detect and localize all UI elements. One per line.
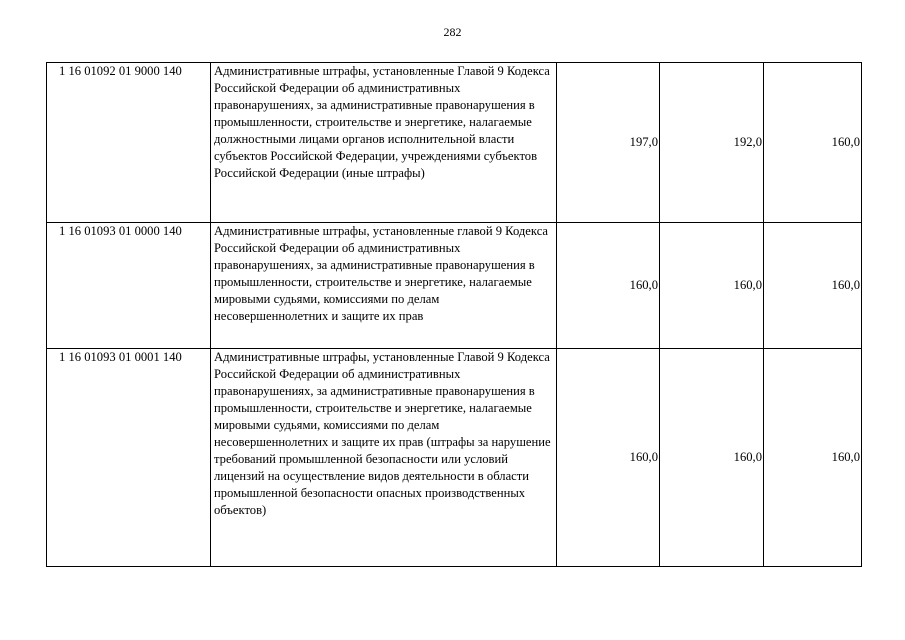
row-value-1: 197,0	[557, 63, 660, 223]
page-number: 282	[443, 25, 462, 39]
row-description: Административные штрафы, установленные Главой 9 Кодекса Российской Федерации об административных правонарушениях, за административные правонарушения в промышленности, строительстве и энергетике, налагаемые должностными лицами органов исполнительной власти субъектов Российской Федерации, учреждениями субъектов Российской Федерации (иные штрафы)	[211, 63, 557, 223]
row-value-3: 160,0	[764, 349, 862, 567]
row-code: 1 16 01093 01 0000 140	[47, 223, 211, 349]
table-row	[47, 63, 862, 223]
budget-revenue-table	[46, 62, 862, 567]
row-value-2: 160,0	[660, 349, 764, 567]
table-row	[47, 223, 862, 349]
row-description: Административные штрафы, установленные Главой 9 Кодекса Российской Федерации об административных правонарушениях, за административные правонарушения в промышленности, строительстве и энергетике, налагаемые мировыми судьями, комиссиями по делам несовершеннолетних и защите их прав (штрафы за нарушение требований промышленной безопасности или условий лицензий на осуществление видов деятельности в области промышленной безопасности опасных производственных объектов)	[211, 349, 557, 567]
row-value-2: 160,0	[660, 223, 764, 349]
row-code: 1 16 01093 01 0001 140	[47, 349, 211, 567]
row-value-1: 160,0	[557, 223, 660, 349]
row-value-3: 160,0	[764, 63, 862, 223]
row-code: 1 16 01092 01 9000 140	[47, 63, 211, 223]
row-value-2: 192,0	[660, 63, 764, 223]
table-row	[47, 349, 862, 567]
row-value-3: 160,0	[764, 223, 862, 349]
row-description: Административные штрафы, установленные главой 9 Кодекса Российской Федерации об административных правонарушениях, за административные правонарушения в промышленности, строительстве и энергетике, налагаемые мировыми судьями, комиссиями по делам несовершеннолетних и защите их прав	[211, 223, 557, 349]
row-value-1: 160,0	[557, 349, 660, 567]
